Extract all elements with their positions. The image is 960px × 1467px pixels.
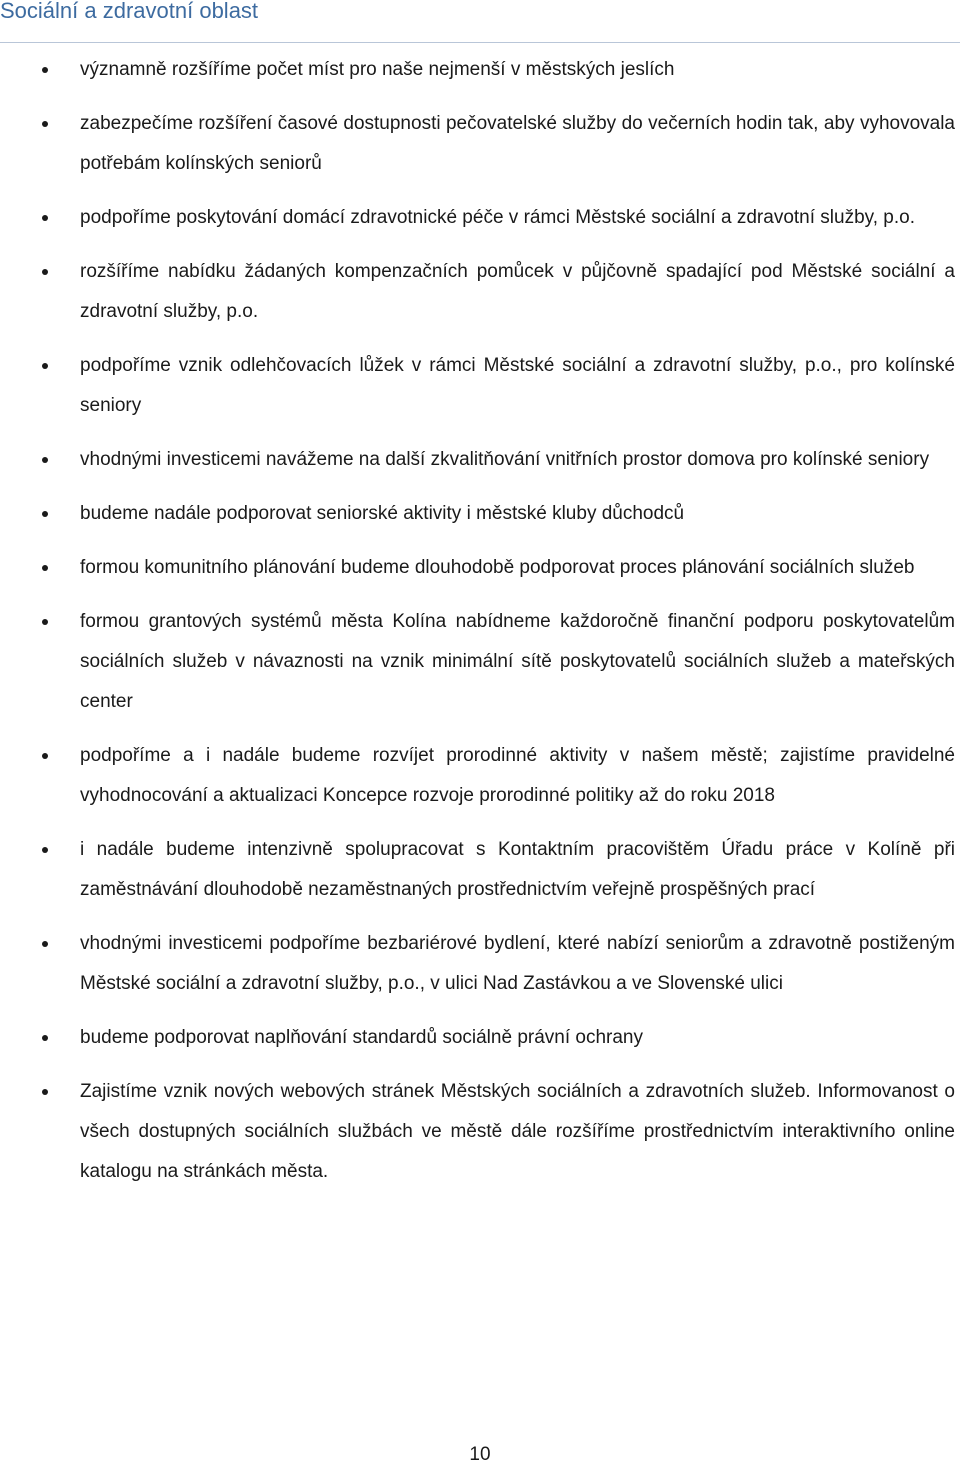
bullet-icon — [42, 736, 52, 776]
list-item-text: podpoříme vznik odlehčovacích lůžek v rámci Městské sociální a zdravotní služby, p.o., pro kolínské seniory — [80, 355, 955, 416]
list-item-text: budeme podporovat naplňování standardů sociálně právní ochrany — [80, 1027, 643, 1048]
list-item — [0, 548, 960, 588]
list-item-text: zabezpečíme rozšíření časové dostupnosti pečovatelské služby do večerních hodin tak, aby vyhovovala potřebám kolínských seniorů — [80, 113, 955, 174]
bullet-icon — [42, 198, 52, 238]
list-item — [0, 736, 960, 816]
list-item-text: i nadále budeme intenzivně spolupracovat s Kontaktním pracovištěm Úřadu práce v Kolíně při zaměstnávání dlouhodobě nezaměstnaných prostřednictvím veřejně prospěšných prací — [80, 839, 955, 900]
bullet-icon — [42, 548, 52, 588]
list-item-text: podpoříme a i nadále budeme rozvíjet prorodinné aktivity v našem městě; zajistíme pravidelné vyhodnocování a aktualizaci Koncepce rozvoje prorodinné politiky až do roku 2018 — [80, 745, 955, 806]
list-item-text: významně rozšíříme počet míst pro naše nejmenší v městských jeslích — [80, 59, 675, 80]
list-item — [0, 602, 960, 722]
list-item-text: podpoříme poskytování domácí zdravotnické péče v rámci Městské sociální a zdravotní služby, p.o. — [80, 207, 915, 228]
bullet-icon — [42, 494, 52, 534]
list-item — [0, 346, 960, 426]
bullet-icon — [42, 1072, 52, 1112]
page-number: 10 — [469, 1444, 491, 1465]
list-item-text: vhodnými investicemi podpoříme bezbariérové bydlení, které nabízí seniorům a zdravotně postiženým Městské sociální a zdravotní služby, p.o., v ulici Nad Zastávkou a ve Slovenské ulici — [80, 933, 955, 994]
bullet-icon — [42, 440, 52, 480]
list-item-text: budeme nadále podporovat seniorské aktivity i městské kluby důchodců — [80, 503, 685, 524]
list-item-text: Zajistíme vznik nových webových stránek Městských sociálních a zdravotních služeb. Informovanost o všech dostupných sociálních službách ve městě dále rozšíříme prostřednictvím interaktivního online katalogu na stránkách města. — [80, 1081, 955, 1182]
bullet-icon — [42, 1018, 52, 1058]
list-item-text: formou grantových systémů města Kolína nabídneme každoročně finanční podporu poskytovatelům sociálních služeb v návaznosti na vznik minimální sítě poskytovatelů sociálních služeb a mateřských center — [80, 611, 955, 712]
list-item — [0, 104, 960, 184]
list-item — [0, 924, 960, 1004]
list-item — [0, 252, 960, 332]
list-item — [0, 494, 960, 534]
bullet-icon — [42, 50, 52, 90]
section-heading — [0, 0, 960, 43]
section-title: Sociální a zdravotní oblast — [0, 0, 259, 23]
list-item — [0, 1018, 960, 1058]
bullet-icon — [42, 346, 52, 386]
bullet-icon — [42, 830, 52, 870]
list-item — [0, 1072, 960, 1192]
list-item — [0, 440, 960, 480]
bullet-icon — [42, 602, 52, 642]
bullet-list — [0, 50, 960, 1206]
bullet-icon — [42, 104, 52, 144]
list-item — [0, 830, 960, 910]
list-item-text: formou komunitního plánování budeme dlouhodobě podporovat proces plánování sociálních služeb — [80, 557, 915, 578]
bullet-icon — [42, 252, 52, 292]
list-item — [0, 198, 960, 238]
list-item-text: rozšíříme nabídku žádaných kompenzačních pomůcek v půjčovně spadající pod Městské sociální a zdravotní služby, p.o. — [80, 261, 955, 322]
list-item — [0, 50, 960, 90]
list-item-text: vhodnými investicemi navážeme na další zkvalitňování vnitřních prostor domova pro kolínské seniory — [80, 449, 930, 470]
bullet-icon — [42, 924, 52, 964]
